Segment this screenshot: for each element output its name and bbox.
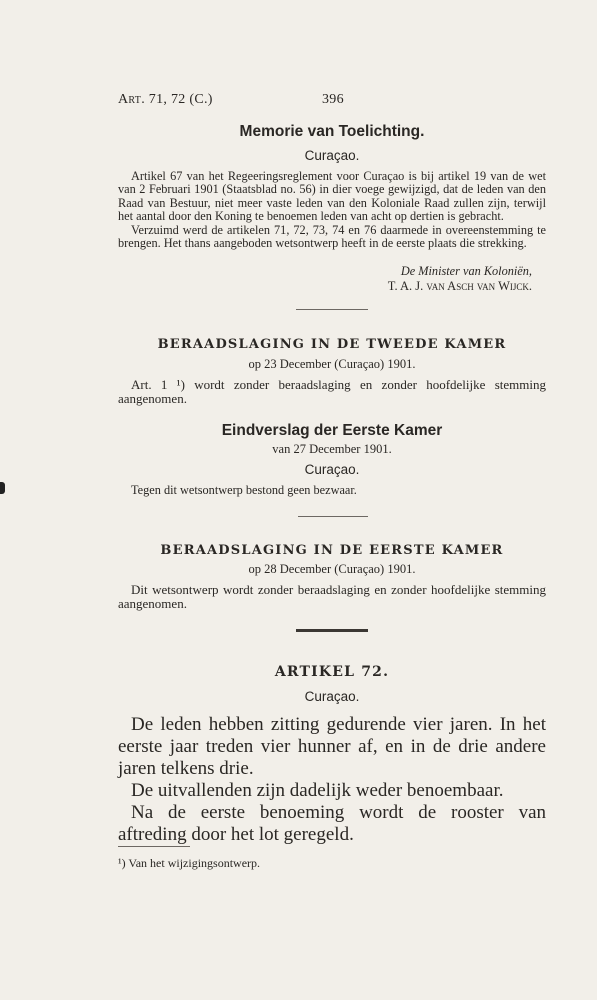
footnote: ¹) Van het wijzigingsontwerp. xyxy=(118,856,261,870)
signature-title: De Minister van Koloniën, xyxy=(400,264,532,278)
running-header xyxy=(118,92,546,112)
header-article-ref: Art. 71, 72 (C.) xyxy=(118,92,213,107)
artikel-body xyxy=(118,714,546,846)
memorie-body xyxy=(118,170,546,250)
page-number: 396 xyxy=(322,92,344,107)
eindverslag-date: van 27 December 1901. xyxy=(272,442,392,456)
tweede-kamer-body xyxy=(118,378,546,406)
tweede-kamer-date: op 23 December (Curaçao) 1901. xyxy=(248,357,416,371)
footnote-rule xyxy=(118,846,190,847)
artikel-title: ARTIKEL 72. xyxy=(274,664,390,680)
artikel-paragraph-3: Na de eerste benoeming wordt de rooster van aftreding door het lot geregeld. xyxy=(118,802,546,845)
binding-mark xyxy=(0,482,5,494)
eindverslag-body xyxy=(118,484,546,497)
artikel-subtitle: Curaçao. xyxy=(304,689,360,704)
eindverslag-text: Tegen dit wetsontwerp bestond geen bezwaar. xyxy=(131,483,357,497)
section-divider xyxy=(296,629,368,632)
memorie-title: Memorie van Toelichting. xyxy=(239,123,425,140)
artikel-paragraph-2: De uitvallenden zijn dadelijk weder benoembaar. xyxy=(131,780,504,801)
eerste-kamer-body xyxy=(118,583,546,611)
eerste-kamer-title: BERAADSLAGING IN DE EERSTE KAMER xyxy=(160,543,504,558)
eindverslag-title: Eindverslag der Eerste Kamer xyxy=(221,422,443,439)
signature-name: T. A. J. van Asch van Wijck. xyxy=(387,279,532,293)
eerste-kamer-date: op 28 December (Curaçao) 1901. xyxy=(248,562,416,576)
memorie-subtitle: Curaçao. xyxy=(304,148,360,163)
tweede-kamer-title: BERAADSLAGING IN DE TWEEDE KAMER xyxy=(157,337,507,352)
memorie-paragraph-1: Artikel 67 van het Regeeringsreglement voor Curaçao is bij artikel 19 van de wet van 2 Februari 1901 (Staatsblad no. 56) in dier voege gewijzigd, dat de leden van den Raad van Bestuur, niet meer vaste leden van den Koloniale Raad zullen zijn, terwijl het aantal door den Koning te benoemen leden van acht op dertien is gebracht. xyxy=(118,169,546,224)
memorie-paragraph-2: Verzuimd werd de artikelen 71, 72, 73, 74 en 76 daarmede in overeenstemming te brengen. Het thans aangeboden wetsontwerp heeft in de eerste plaats die strekking. xyxy=(118,222,546,251)
artikel-paragraph-1: De leden hebben zitting gedurende vier jaren. In het eerste jaar treden vier hunner af, en in de drie andere jaren telkens drie. xyxy=(118,714,546,779)
divider xyxy=(298,516,368,517)
tweede-kamer-text: Art. 1 ¹) wordt zonder beraadslaging en zonder hoofdelijke stemming aangenomen. xyxy=(118,377,546,406)
divider xyxy=(296,309,368,310)
eindverslag-subtitle: Curaçao. xyxy=(304,462,360,477)
eerste-kamer-text: Dit wetsontwerp wordt zonder beraadslaging en zonder hoofdelijke stemming aangenomen. xyxy=(118,582,546,611)
